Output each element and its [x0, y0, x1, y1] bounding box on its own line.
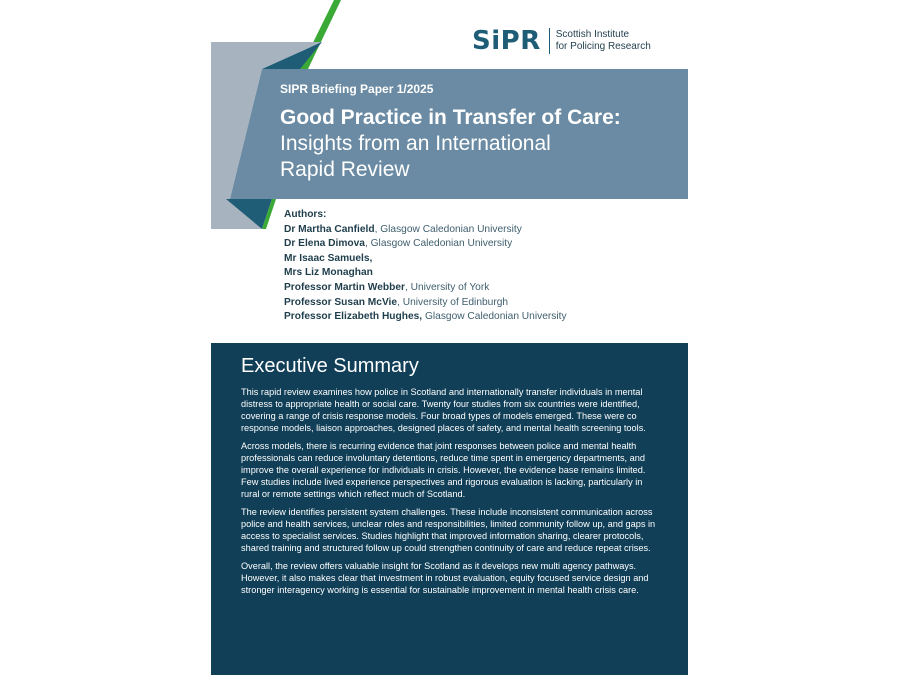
author-name: Professor Martin Webber: [284, 281, 405, 293]
author-name: Professor Susan McVie: [284, 296, 398, 308]
logo-line-1: Scottish Institute: [555, 29, 630, 40]
author-name: Dr Martha Canfield: [284, 223, 375, 235]
author-name: Mrs Liz Monaghan: [284, 267, 373, 279]
executive-summary-panel: [211, 343, 688, 675]
summary-body: [241, 386, 663, 602]
summary-paragraph: Overall, the review offers valuable insight for Scotland as it develops new multi agency pathways. However, it also makes clear that investment in robust evaluation, equity focused service design and stronger interagency working is essential for sustainable improvement in mental health crisis care.: [241, 561, 649, 595]
author-affiliation: , University of York: [404, 281, 490, 293]
sipr-logo: [472, 26, 651, 56]
summary-paragraph: The review identifies persistent system challenges. These include inconsistent communication across police and health services, unclear roles and responsibilities, limited community follow up, and gaps in access to specialist services. Studies highlight that improved information sharing, clearer protocols, shared training and structured follow up could strengthen continuity of care and reduce repeat crises.: [241, 507, 656, 553]
logo-line-2: for Policing Research: [555, 41, 651, 52]
summary-paragraph: This rapid review examines how police in Scotland and internationally transfer individuals in mental distress to appropriate health or social care. Twenty four studies from six countries were identified, covering a range of crisis response models. Four broad types of models emerged. These were co response models, liaison approaches, designed places of safety, and mental health screening tools.: [241, 387, 646, 433]
logo-mark: SiPR: [472, 26, 541, 56]
logo-text: [556, 29, 651, 53]
summary-heading: Executive Summary: [241, 355, 419, 377]
author-name: Professor Elizabeth Hughes,: [284, 311, 423, 323]
author-name: Dr Elena Dimova: [284, 238, 365, 250]
author-row: [284, 266, 567, 281]
author-row: [284, 296, 567, 311]
series-label: SIPR Briefing Paper 1/2025: [280, 82, 434, 96]
author-row: [284, 252, 567, 267]
title-line-1: Good Practice in Transfer of Care:: [280, 106, 621, 129]
author-affiliation: , University of Edinburgh: [397, 296, 509, 308]
logo-separator: [549, 28, 550, 54]
summary-paragraph: Across models, there is recurring evidence that joint responses between police and mental health professionals can reduce involuntary detentions, reduce time spent in emergency departments, and improve the overall experience for individuals in crisis. However, the evidence base remains limited. Few studies include lived experience perspectives and rigorous evaluation is lacking, particularly in rural or remote settings which reflect much of Scotland.: [241, 441, 646, 499]
author-affiliation: , Glasgow Caledonian University: [364, 238, 513, 250]
author-row: [284, 223, 567, 238]
author-row: [284, 237, 567, 252]
author-affiliation: , Glasgow Caledonian University: [374, 223, 522, 235]
authors-block: [284, 208, 567, 325]
author-affiliation: Glasgow Caledonian University: [422, 311, 567, 323]
author-row: [284, 310, 567, 325]
author-row: [284, 281, 567, 296]
authors-heading: Authors:: [284, 209, 327, 220]
title-line-3: Rapid Review: [280, 158, 410, 181]
author-name: Mr Isaac Samuels,: [284, 252, 373, 264]
title-line-2: Insights from an International: [280, 132, 551, 155]
title-subtitle: [280, 131, 660, 183]
